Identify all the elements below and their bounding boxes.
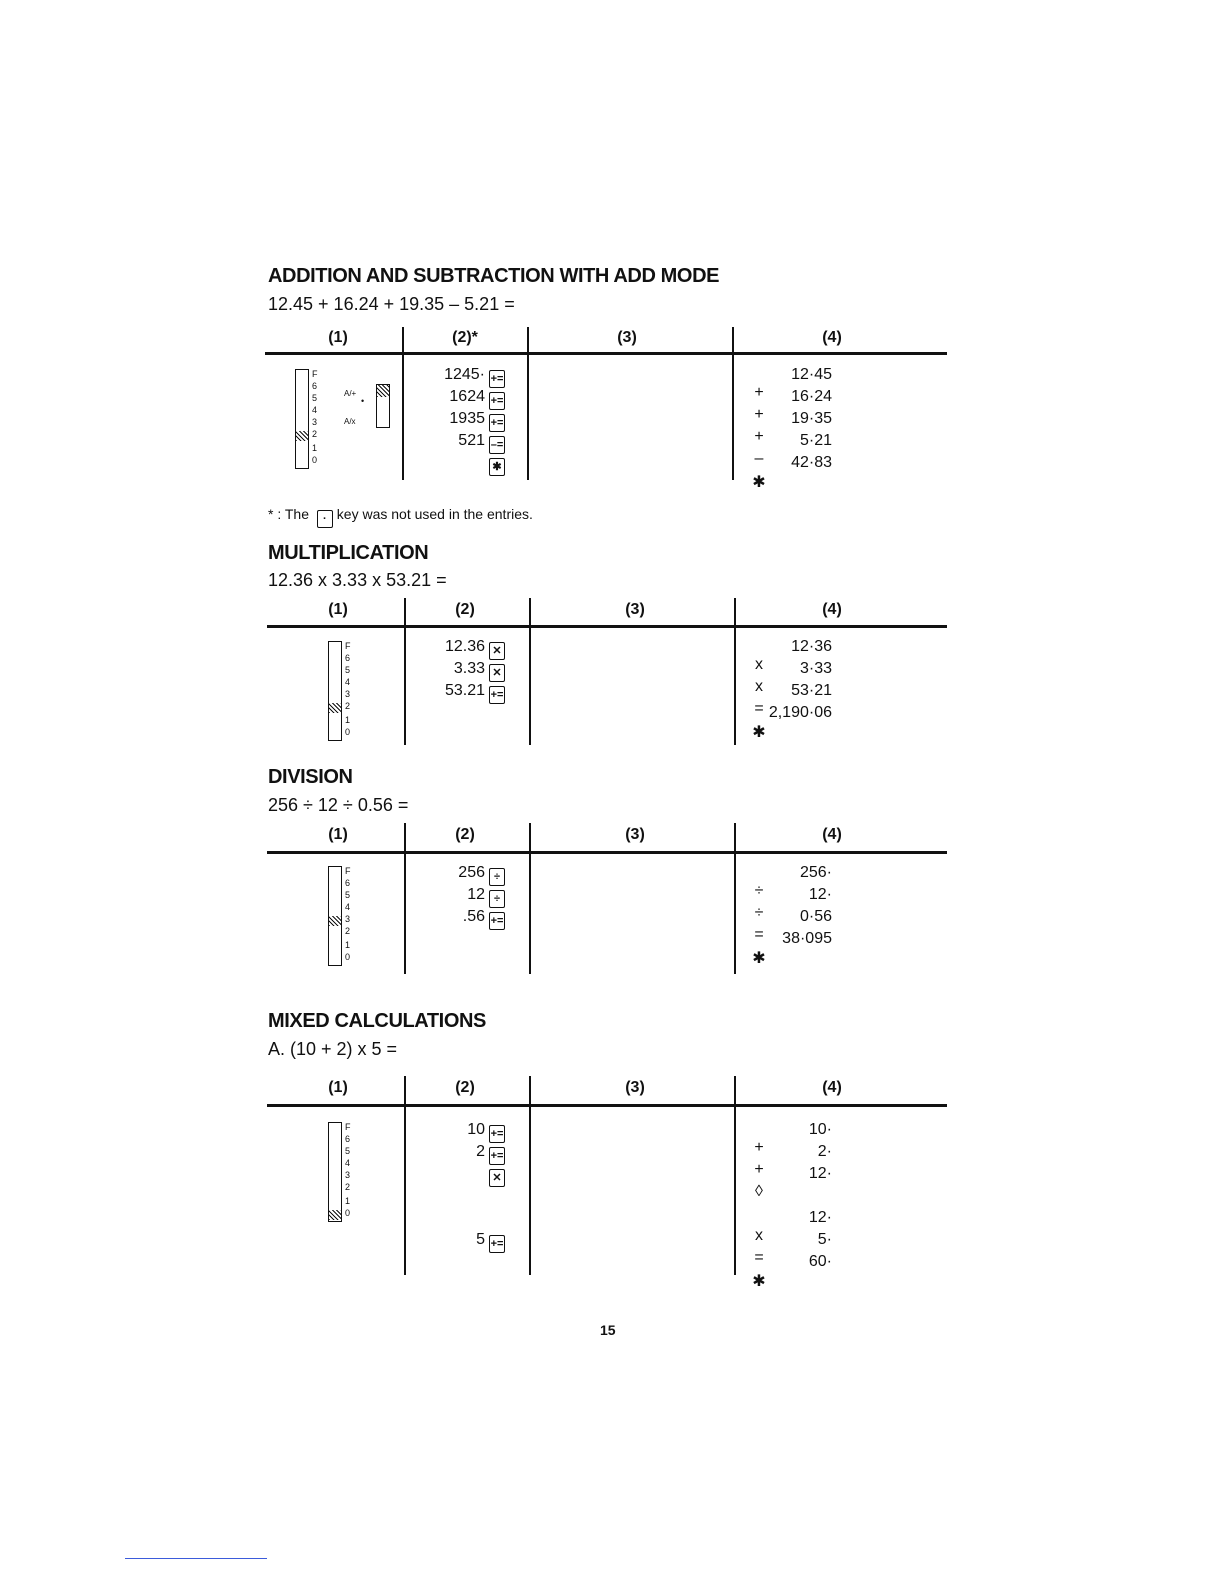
column-divider (529, 628, 531, 745)
column-header: (4) (822, 601, 842, 618)
keystroke-entry (403, 454, 505, 476)
calculator-key-icon: += (489, 370, 505, 388)
calculator-key-icon: += (489, 686, 505, 704)
keystroke-entry (403, 908, 505, 930)
keystroke-entry (403, 682, 505, 704)
calculator-key-icon: ✱ (489, 458, 505, 476)
printed-operator: = (754, 700, 764, 717)
calculator-key-icon: ÷ (489, 890, 505, 908)
keystroke-value: 5 (476, 1231, 485, 1248)
printed-value: 38·095 (782, 930, 832, 947)
switch-position-label: 6 (312, 381, 318, 391)
column-header: (4) (822, 826, 842, 843)
switch-position-label: 4 (312, 405, 318, 415)
switch-position-label: 5 (345, 890, 351, 900)
switch-position-label: 3 (345, 689, 351, 699)
printed-operator: ÷ (754, 904, 764, 921)
keystroke-entry (403, 366, 505, 388)
keystroke-value: 53.21 (444, 682, 485, 699)
keystroke-value: 256 (458, 864, 485, 881)
column-divider (734, 854, 736, 974)
column-divider (527, 327, 529, 352)
printed-operator: ÷ (754, 882, 764, 899)
column-header: (2)* (452, 329, 478, 346)
printed-operator: x (755, 656, 763, 673)
printed-value: 53·21 (791, 682, 832, 699)
switch-position-label: 6 (345, 1134, 351, 1144)
column-header: (3) (625, 826, 645, 843)
switch-position-label: 5 (345, 1146, 351, 1156)
column-header: (3) (617, 329, 637, 346)
calculator-key-icon: += (489, 414, 505, 432)
calculator-key-icon: += (489, 1147, 505, 1165)
add-mode-label: A/x (344, 417, 356, 426)
column-header: (2) (455, 826, 475, 843)
printed-tape-line (742, 1165, 832, 1201)
page-number: 15 (600, 1322, 616, 1338)
keystroke-value: 2 (476, 1143, 485, 1160)
column-divider (732, 327, 734, 352)
table-rule (267, 851, 947, 854)
add-mode-label: • (361, 396, 365, 406)
calculator-key-icon: += (489, 912, 505, 930)
switch-position-label: 1 (345, 1196, 351, 1206)
keystroke-entry (403, 886, 505, 908)
printed-operator: ✱ (752, 474, 766, 491)
printed-value: 2,190·06 (768, 704, 832, 721)
table-rule (265, 352, 947, 355)
switch-position-label: 1 (345, 940, 351, 950)
calculator-key-icon: ✕ (489, 664, 505, 682)
section-title: ADDITION AND SUBTRACTION WITH ADD MODE (268, 265, 720, 287)
keystroke-entry (403, 864, 505, 886)
printed-value: 60· (808, 1253, 832, 1270)
switch-position-label: 4 (345, 1158, 351, 1168)
printed-tape-line (742, 1253, 832, 1291)
printed-operator: ✱ (752, 1273, 766, 1290)
column-divider (529, 854, 531, 974)
printed-operator: – (754, 450, 764, 467)
switch-position-label: 5 (312, 393, 318, 403)
column-divider (404, 1076, 406, 1104)
switch-position-label: 0 (345, 727, 351, 737)
keystroke-entry (403, 388, 505, 410)
printed-value: 3·33 (799, 660, 832, 677)
add-mode-switch (344, 384, 400, 430)
decimal-point-key-icon: · (317, 510, 333, 528)
printed-operator: + (754, 1139, 764, 1156)
footer-rule (125, 1558, 267, 1559)
column-header: (3) (625, 601, 645, 618)
keystroke-entry (403, 432, 505, 454)
column-header: (4) (822, 329, 842, 346)
printed-tape-line (742, 454, 832, 492)
column-divider (404, 598, 406, 625)
calculator-key-icon: ✕ (489, 1169, 505, 1187)
printed-operator: + (754, 384, 764, 401)
add-mode-label: A/+ (344, 389, 357, 398)
printed-tape-line (742, 704, 832, 742)
footnote-prefix: * : The (268, 506, 309, 522)
column-header: (2) (455, 1079, 475, 1096)
printed-operator: ◊ (755, 1183, 763, 1200)
switch-selected-marker (329, 916, 341, 926)
switch-selected-marker (296, 431, 308, 441)
printed-tape-line (742, 930, 832, 968)
switch-position-label: 5 (345, 665, 351, 675)
column-divider (404, 823, 406, 851)
switch-position-label: 1 (312, 443, 318, 453)
column-divider (529, 823, 531, 851)
column-header: (2) (455, 601, 475, 618)
printed-operator: x (755, 678, 763, 695)
keystroke-entry (403, 638, 505, 660)
switch-position-label: 2 (345, 926, 351, 936)
printed-value: 5·21 (799, 432, 832, 449)
keystroke-entry (403, 1165, 505, 1187)
switch-selected-marker (329, 1210, 341, 1220)
printed-value: 0·56 (799, 908, 832, 925)
problem-expression: 12.45 + 16.24 + 19.35 – 5.21 = (268, 294, 515, 314)
switch-selected-marker (329, 703, 341, 713)
printed-operator: ✱ (752, 724, 766, 741)
switch-position-label: F (345, 866, 351, 876)
footnote (268, 506, 533, 528)
column-header: (4) (822, 1079, 842, 1096)
keystroke-entry (403, 1231, 505, 1253)
switch-position-label: 0 (345, 1208, 351, 1218)
problem-expression: 12.36 x 3.33 x 53.21 = (268, 570, 447, 590)
problem-expression: 256 ÷ 12 ÷ 0.56 = (268, 795, 409, 815)
column-header: (1) (328, 1079, 348, 1096)
column-divider (734, 1076, 736, 1104)
printed-value: 12·45 (791, 366, 832, 383)
calculator-key-icon: += (489, 1235, 505, 1253)
keystroke-value: 521 (458, 432, 485, 449)
printed-operator: = (754, 926, 764, 943)
section-title: DIVISION (268, 766, 353, 788)
keystroke-value: 12 (467, 886, 485, 903)
switch-position-label: F (345, 1122, 351, 1132)
calculator-key-icon: += (489, 392, 505, 410)
switch-position-label: 1 (345, 715, 351, 725)
keystroke-value: 1935 (449, 410, 485, 427)
printed-operator: + (754, 406, 764, 423)
switch-position-label: 6 (345, 653, 351, 663)
printed-operator: + (754, 428, 764, 445)
printed-value: 42·83 (791, 454, 832, 471)
add-mode-marker (377, 385, 389, 397)
switch-position-label: 2 (312, 429, 318, 439)
column-divider (402, 327, 404, 352)
column-divider (529, 598, 531, 625)
printed-value: 12· (808, 886, 832, 903)
column-divider (527, 355, 529, 480)
column-divider (734, 1107, 736, 1275)
printed-value: 12·36 (791, 638, 832, 655)
column-divider (529, 1107, 531, 1275)
keystroke-value: 1245· (444, 366, 485, 383)
switch-position-label: 0 (345, 952, 351, 962)
keystroke-entry (403, 660, 505, 682)
keystroke-value: 10 (467, 1121, 485, 1138)
keystroke-value: .56 (462, 908, 485, 925)
printed-operator: x (755, 1227, 763, 1244)
problem-expression: A. (10 + 2) x 5 = (268, 1039, 398, 1059)
switch-position-label: F (312, 369, 318, 379)
keystroke-entry (403, 410, 505, 432)
switch-position-label: 2 (345, 1182, 351, 1192)
switch-position-label: F (345, 641, 351, 651)
column-divider (732, 355, 734, 480)
calculator-key-icon: += (489, 1125, 505, 1143)
printed-operator: ✱ (752, 950, 766, 967)
switch-position-label: 3 (345, 1170, 351, 1180)
keystroke-entry (403, 1121, 505, 1143)
switch-position-label: 3 (312, 417, 318, 427)
printed-value: 12· (808, 1209, 832, 1226)
table-rule (267, 1104, 947, 1107)
keystroke-value: 3.33 (453, 660, 485, 677)
printed-value: 2· (817, 1143, 832, 1160)
column-header: (1) (328, 826, 348, 843)
column-divider (734, 598, 736, 625)
switch-position-label: 6 (345, 878, 351, 888)
keystroke-value: 1624 (449, 388, 485, 405)
calculator-key-icon: ✕ (489, 642, 505, 660)
column-divider (734, 628, 736, 745)
column-divider (734, 823, 736, 851)
column-header: (3) (625, 1079, 645, 1096)
section-title: MIXED CALCULATIONS (268, 1010, 486, 1032)
printed-value: 12· (808, 1165, 832, 1182)
switch-position-label: 4 (345, 677, 351, 687)
printed-value: 16·24 (791, 388, 832, 405)
printed-value: 19·35 (791, 410, 832, 427)
table-rule (267, 625, 947, 628)
column-header: (1) (328, 329, 348, 346)
printed-value: 5· (817, 1231, 832, 1248)
section-title: MULTIPLICATION (268, 542, 429, 564)
switch-position-label: 2 (345, 701, 351, 711)
printed-value: 256· (799, 864, 832, 881)
footnote-suffix: key was not used in the entries. (336, 506, 533, 522)
switch-position-label: 0 (312, 455, 318, 465)
switch-position-label: 3 (345, 914, 351, 924)
keystroke-value: 12.36 (444, 638, 485, 655)
printed-operator: = (754, 1249, 764, 1266)
calculator-key-icon: ÷ (489, 868, 505, 886)
printed-operator: + (754, 1161, 764, 1178)
keystroke-entry (403, 1143, 505, 1165)
column-header: (1) (328, 601, 348, 618)
calculator-key-icon: –= (489, 436, 505, 454)
switch-position-label: 4 (345, 902, 351, 912)
column-divider (529, 1076, 531, 1104)
printed-value: 10· (808, 1121, 832, 1138)
